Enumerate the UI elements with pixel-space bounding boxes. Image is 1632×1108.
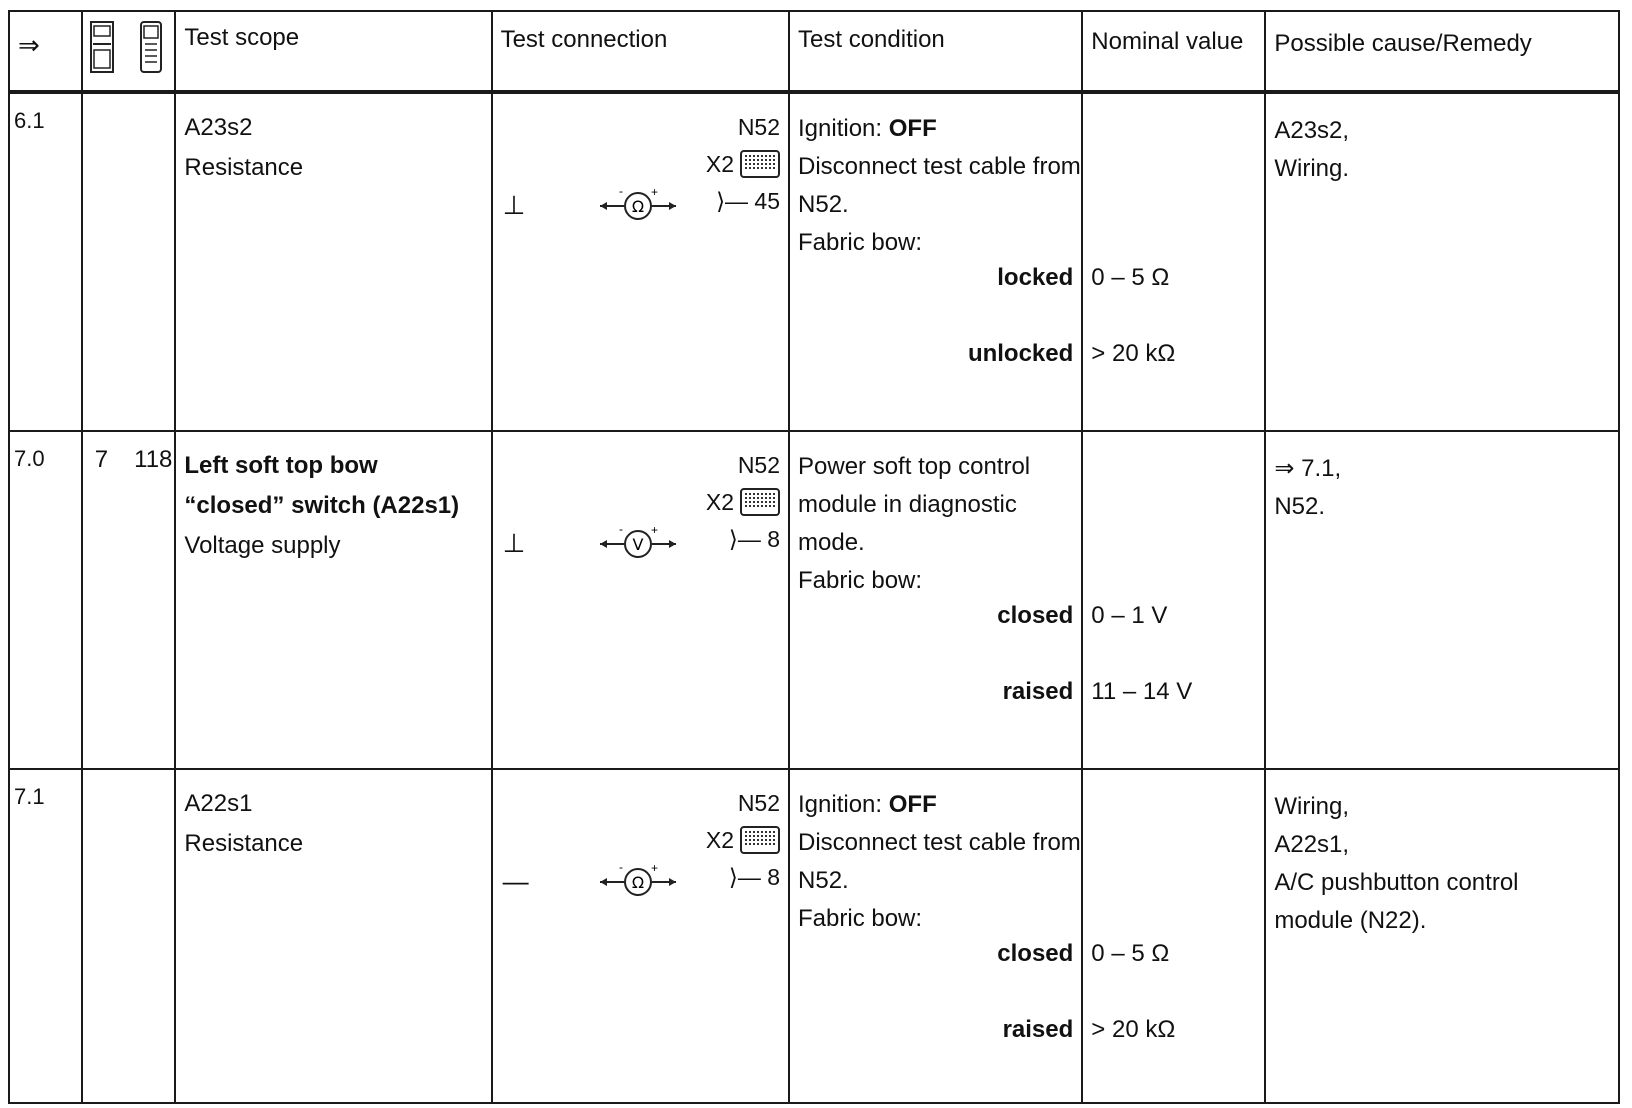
condition-state: raised [1002,678,1074,705]
meter-symbol [598,862,678,903]
row-number-cell [9,92,82,431]
code-cell [82,769,176,1103]
meter-symbol-icon [598,186,678,222]
condition-bold-part: OFF [888,115,937,142]
ground-symbol: ⊥ [502,528,526,558]
code-cell [82,92,176,431]
cause-line: A/C pushbutton control [1274,869,1519,896]
svg-text:-: - [618,186,623,198]
row-number: 6.1 [14,108,45,133]
condition-cell [789,431,1082,769]
svg-text:-: - [618,862,623,874]
condition-line [798,562,1081,600]
svg-text:Ω: Ω [631,197,644,216]
scope-line: Voltage supply [184,532,341,559]
cause-cell [1265,92,1619,431]
condition-state: closed [997,602,1074,629]
header-arrow: ⇒ [18,30,40,60]
svg-text:+: + [650,862,658,875]
connection-diagram [493,770,788,1102]
scope-line: A23s2 [184,114,253,141]
nominal-value: 0 – 1 V [1091,602,1168,629]
condition-bold-part: OFF [888,791,937,818]
connector-block-icon [740,150,780,178]
condition-line [798,110,1081,148]
connector-block-icon [740,488,780,516]
connection-cell [492,92,789,431]
diagnostic-tester-icon [141,22,161,72]
multimeter-icon [91,22,113,72]
cause-text [1266,770,1618,940]
header-nominal-cell [1082,11,1265,92]
row-number-cell [9,769,82,1103]
cause-line: Wiring, [1274,793,1350,820]
header-nominal: Nominal value [1091,28,1244,55]
header-row [9,11,1619,92]
condition-line [798,824,1081,862]
table-row [9,769,1619,1103]
row-number: 7.1 [14,784,45,809]
nominal-value: > 20 kΩ [1091,1016,1176,1043]
svg-text:Ω: Ω [631,873,644,892]
table-row [9,92,1619,431]
cause-text [1266,432,1618,526]
code-cell [82,431,176,769]
nominal-value: > 20 kΩ [1091,340,1176,367]
condition-text-part: Power soft top control [798,453,1031,480]
svg-text:+: + [650,524,658,537]
cause-line: A22s1, [1274,831,1350,858]
pin-label: ⟩— 45 [716,188,781,214]
meter-symbol [598,186,678,227]
scope-line: Resistance [184,830,304,857]
header-cause-cell [1265,11,1619,92]
condition-text-part: Disconnect test cable from [798,153,1081,180]
scope-cell [175,92,491,431]
connector-name: X2 [705,488,735,515]
cause-text [1266,94,1618,188]
table-row [9,431,1619,769]
condition-cell [789,769,1082,1103]
connector-name: X2 [705,150,735,177]
meter-symbol-icon [598,524,678,560]
cause-line: module (N22). [1274,907,1427,934]
nominal-cell [1082,92,1265,431]
condition-line [798,448,1081,486]
connection-diagram [493,432,788,768]
header-condition: Test condition [798,26,945,53]
test-table-sheet [8,10,1620,1102]
pin-label: ⟩— 8 [728,864,781,890]
header-scope-cell [175,11,491,92]
connection-cell [492,431,789,769]
cause-line: Wiring. [1274,155,1350,182]
condition-text [790,432,1081,600]
cause-cell [1265,769,1619,1103]
nominal-cell [1082,769,1265,1103]
header-connection: Test connection [500,26,668,53]
condition-text-part: Disconnect test cable from [798,829,1081,856]
module-label: N52 [737,114,781,140]
ground-symbol: — [502,866,529,896]
cause-line: N52. [1274,493,1326,520]
condition-text-part: Ignition: [798,791,889,818]
condition-state: unlocked [967,340,1074,367]
header-cause: Possible cause/Remedy [1274,30,1532,57]
connector-block-icon [740,826,780,854]
header-condition-cell [789,11,1082,92]
header-connection-cell [492,11,789,92]
header-arrow-cell [9,11,82,92]
cause-cell [1265,431,1619,769]
connection-cell [492,769,789,1103]
meter-symbol-icon [598,862,678,898]
connector-label [706,150,780,178]
svg-text:+: + [650,186,658,199]
scope-text [176,770,490,864]
condition-text-part: Fabric bow: [798,229,923,256]
condition-text-part: module in diagnostic [798,491,1017,518]
connector-label [706,488,780,516]
svg-text:-: - [618,524,623,536]
condition-text-part: Fabric bow: [798,567,923,594]
nominal-value: 11 – 14 V [1091,678,1193,705]
row-number-cell [9,431,82,769]
ground-symbol: ⊥ [502,190,526,220]
condition-state: locked [997,264,1074,291]
connection-diagram [493,94,788,430]
header-tester-cell [82,11,176,92]
scope-cell [175,769,491,1103]
condition-text-part: Ignition: [798,115,889,142]
condition-line [798,900,1081,938]
meter-symbol [598,524,678,565]
condition-text-part: mode. [798,529,865,556]
condition-line [798,862,1081,900]
condition-text-part: Fabric bow: [798,905,923,932]
pin-label: ⟩— 8 [728,526,781,552]
code-left: 7 [94,446,109,473]
connector-label [706,826,780,854]
scope-line: Resistance [184,154,304,181]
cause-line: A23s2, [1274,117,1350,144]
code-right: 118 [134,446,173,473]
condition-line [798,224,1081,262]
svg-text:V: V [632,535,644,554]
condition-line [798,524,1081,562]
nominal-value: 0 – 5 Ω [1091,940,1170,967]
scope-cell [175,431,491,769]
condition-text-part: N52. [798,191,849,218]
connector-name: X2 [705,826,735,853]
condition-text [790,770,1081,938]
condition-cell [789,92,1082,431]
module-label: N52 [737,452,781,478]
scope-text [176,432,490,566]
header-scope: Test scope [184,24,300,51]
nominal-cell [1082,431,1265,769]
module-label: N52 [737,790,781,816]
row-number: 7.0 [14,446,45,471]
condition-line [798,486,1081,524]
scope-text [176,94,490,188]
scope-title: Left soft top bow “closed” switch (A22s1) [184,452,460,519]
condition-line [798,786,1081,824]
condition-line [798,186,1081,224]
cause-line: ⇒ 7.1, [1274,455,1342,482]
condition-text-part: N52. [798,867,849,894]
condition-text [790,94,1081,262]
condition-line [798,148,1081,186]
condition-state: raised [1002,1016,1074,1043]
test-table [8,10,1620,1104]
scope-line: A22s1 [184,790,253,817]
nominal-value: 0 – 5 Ω [1091,264,1170,291]
header-tester-icons [89,20,165,76]
condition-state: closed [997,940,1074,967]
